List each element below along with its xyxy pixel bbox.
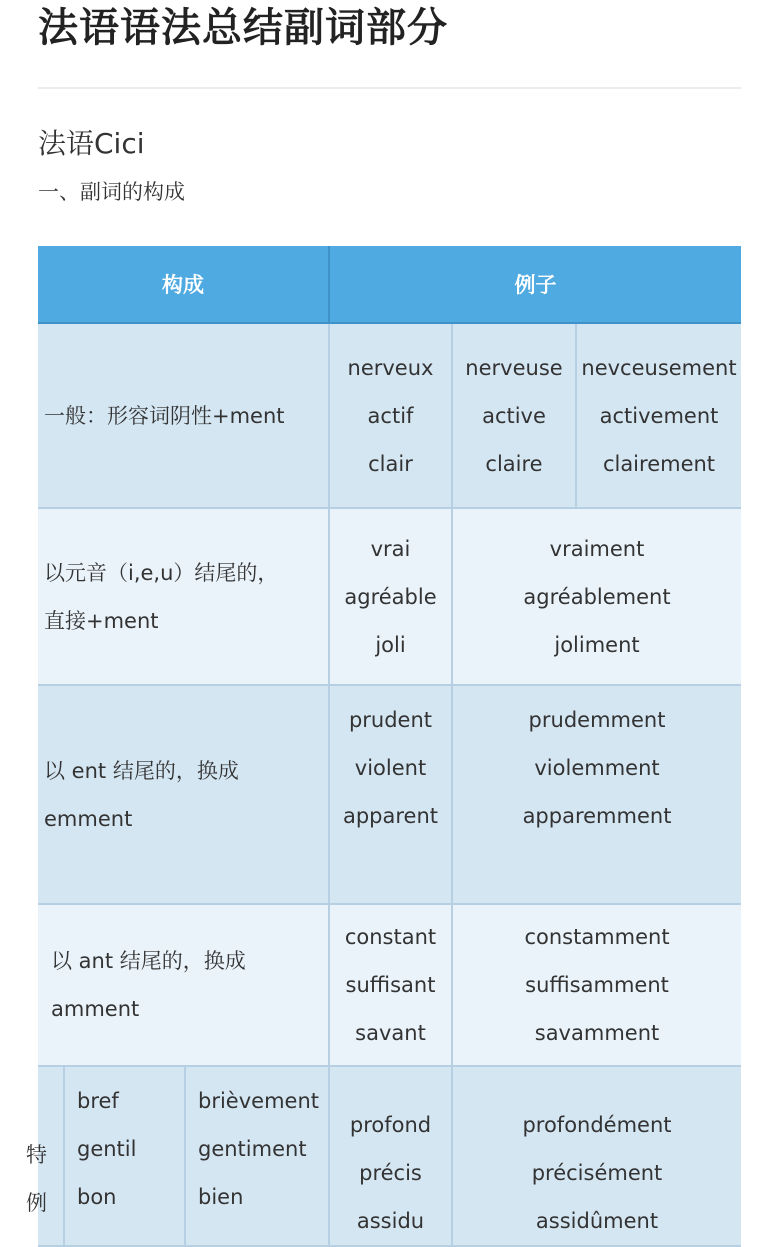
- rule-text: 一般：形容词阴性+ment: [44, 403, 285, 428]
- word: assidûment: [535, 1209, 659, 1233]
- word: clair: [368, 451, 413, 476]
- word: apparemment: [522, 804, 672, 828]
- word: bon: [77, 1185, 117, 1209]
- word: activement: [599, 403, 719, 428]
- table-row-ent-rule: [38, 686, 330, 905]
- table-row-vowel-rule: [38, 509, 330, 686]
- rule-text-line1: 以 ent 结尾的，换成: [44, 758, 239, 783]
- row4-examples: [330, 905, 453, 1067]
- table-row-ant-rule: [38, 905, 330, 1067]
- word: savamment: [534, 1021, 660, 1045]
- word: constant: [344, 925, 437, 949]
- header-examples: 例子: [330, 246, 741, 324]
- word: prudemment: [528, 708, 666, 732]
- special-cases-side-label: [26, 1067, 65, 1247]
- word: précisément: [531, 1161, 663, 1185]
- irregular-adverbs: [186, 1067, 330, 1247]
- word: savant: [355, 1021, 426, 1045]
- word: violent: [354, 756, 427, 780]
- row4-adverbs: [453, 905, 741, 1067]
- rule-text-line2: emment: [44, 806, 133, 831]
- word: précis: [359, 1161, 422, 1185]
- word: suffisamment: [525, 973, 669, 997]
- section-heading: 一、副词的构成: [38, 180, 185, 204]
- word: clairement: [602, 451, 716, 476]
- row5-examples: [330, 1067, 453, 1247]
- word: claire: [485, 451, 543, 476]
- adverb-formation-table: [26, 246, 741, 1233]
- row2-adverbs: [453, 509, 741, 686]
- title-divider: [38, 87, 741, 89]
- row1-adverb: [577, 324, 741, 509]
- word: nerveuse: [465, 355, 563, 380]
- rule-text-line1: 以 ant 结尾的，换成: [51, 949, 246, 973]
- word: constamment: [524, 925, 670, 949]
- table-row-general-rule: [38, 324, 330, 509]
- word: assidu: [356, 1209, 425, 1233]
- page-title: 法语语法总结副词部分: [38, 5, 448, 51]
- word: vraiment: [549, 536, 645, 561]
- side-char: 特: [26, 1143, 47, 1167]
- word: profond: [349, 1113, 432, 1137]
- word: agréable: [344, 584, 437, 609]
- row1-adjective-fem: [453, 324, 577, 509]
- row3-examples: [330, 686, 453, 905]
- row5-adverbs: [453, 1067, 741, 1247]
- word: suffisant: [345, 973, 436, 997]
- word: bref: [77, 1089, 119, 1113]
- header-rule: 构成: [38, 246, 330, 324]
- row3-adverbs: [453, 686, 741, 905]
- word: joliment: [554, 632, 640, 657]
- row1-adjective-masc: [330, 324, 453, 509]
- word: active: [482, 403, 546, 428]
- row2-examples: [330, 509, 453, 686]
- word: violemment: [534, 756, 660, 780]
- irregular-adjectives: [65, 1067, 186, 1247]
- word: actif: [367, 403, 414, 428]
- word: brièvement: [198, 1089, 319, 1113]
- word: gentiment: [198, 1137, 307, 1161]
- word: gentil: [77, 1137, 137, 1161]
- rule-text-line2: 直接+ment: [44, 608, 159, 633]
- word: prudent: [348, 708, 433, 732]
- side-char: 例: [26, 1191, 47, 1215]
- rule-text-line1: 以元音（i,e,u）结尾的，: [44, 560, 279, 585]
- word: profondément: [522, 1113, 672, 1137]
- word: nevceusement: [581, 355, 737, 380]
- word: joli: [375, 632, 406, 657]
- rule-text-line2: amment: [51, 997, 140, 1021]
- word: nerveux: [347, 355, 434, 380]
- author-name[interactable]: 法语Cici: [38, 127, 145, 160]
- word: bien: [198, 1185, 244, 1209]
- word: agréablement: [523, 584, 671, 609]
- word: apparent: [342, 804, 439, 828]
- word: vrai: [370, 536, 411, 561]
